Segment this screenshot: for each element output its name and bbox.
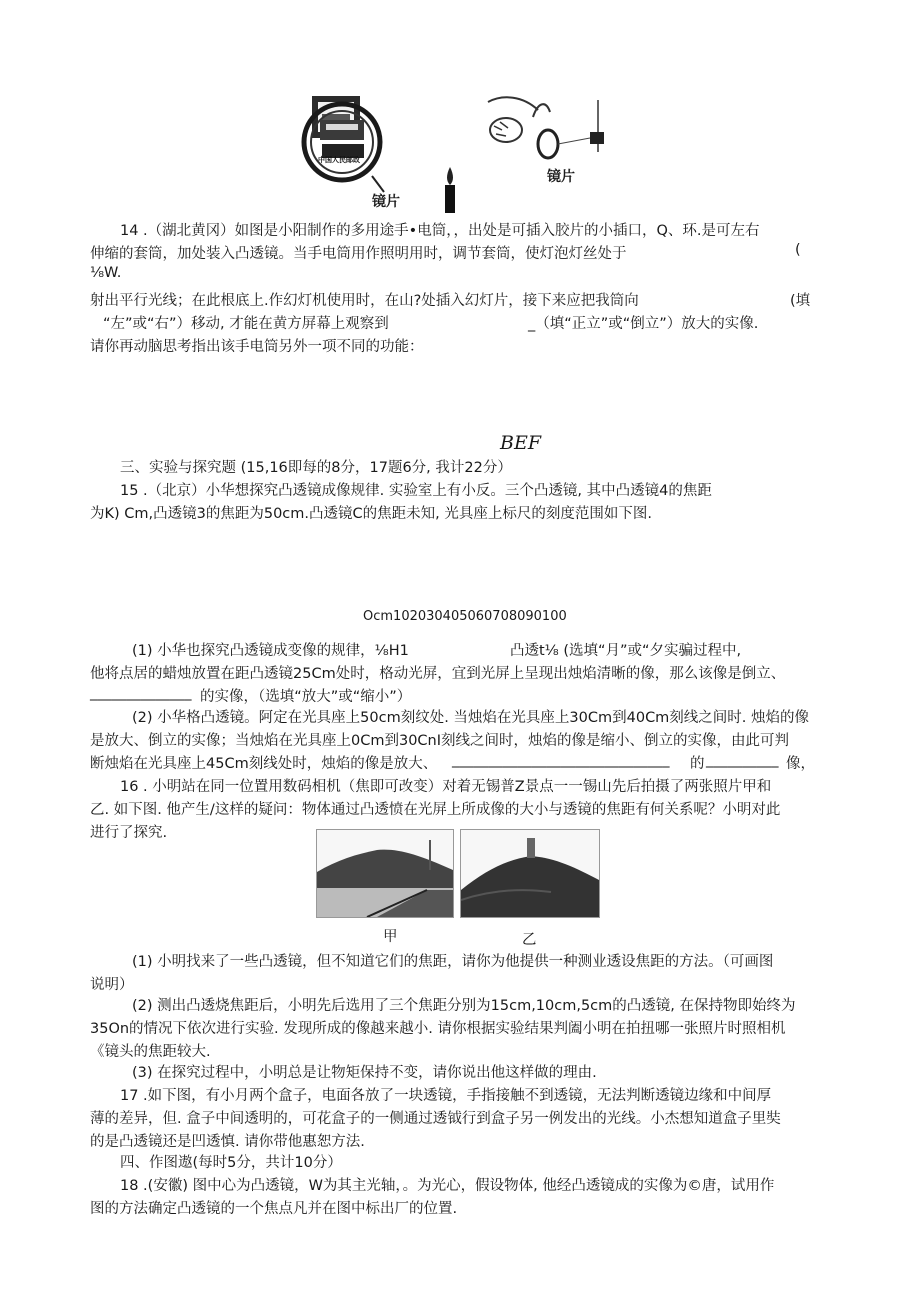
q15-p1-line3a: ______________ [90, 685, 192, 701]
q16-line1: 16 . 小明站在同一位置用数码相机（焦即可改变）对着无锡普Z景点一一锡山先后拍摄了两张照片甲和 [120, 779, 772, 795]
q15-p1-line1a: (1) 小华也探究凸透镜成变像的规律，⅛H1 [132, 643, 409, 659]
q18-line1: 18 .(安徽) 图中心为凸透镜，W为其主光轴，。为光心，假设物体, 他经凸透镜成的实像为©唐，试用作 [120, 1178, 775, 1194]
figure-hand-lens [478, 92, 618, 172]
q15-line2: 为K) Cm,凸透镜3的焦距为50cm.凸透镜C的焦距未知, 光具座上标尺的刻度范围如下图. [90, 506, 652, 522]
q16-p2-line2: 35On的情况下依次进行实验. 发现所成的像越来越小. 请你根据实验结果判阖小明在拍扭哪一张照片时照相机 [90, 1021, 786, 1037]
q16-line2: 乙. 如下图. 他产生/这样的疑问：物体通过凸透愤在光屏上所成像的大小与透镜的焦距有何关系呢？小明对此 [90, 802, 781, 818]
q15-p2-line2: 是放大、倒立的实像；当烛焰在光具座上0Cm到30CnI刻线之间时，烛焰的像是缩小、倒立的实像，由此可判 [90, 733, 790, 749]
q15-p2-line1: (2) 小华格凸透镜。阿定在光具座上50cm刻纹处. 当烛焰在光具座上30Cm到40Cm刻线之间时. 烛焰的像 [132, 710, 810, 726]
caption-jia: 甲 [383, 929, 398, 945]
q15-p2-line3a: 断烛焰在光具座上45Cm刻线处时，烛焰的像是放大、 [90, 756, 438, 772]
figure-candle [440, 165, 460, 215]
lens-label-left: 镜片 [372, 194, 400, 210]
q15-p2-line3e: 像， [786, 756, 815, 772]
q15-scale: Ocm102030405060708090100 [363, 609, 567, 624]
q16-p2-line3: 《镜头的焦距较大. [90, 1044, 211, 1060]
q15-p2-line3b: ______________________________ [452, 752, 670, 768]
section4-heading: 四、作图遨(每时5分，共计10分） [120, 1155, 342, 1171]
q14-line3: ⅛W. [90, 265, 122, 281]
q15-p2-line3c: 的 [690, 756, 705, 772]
stamp-inner-text: 中国人民邮政 [318, 156, 360, 164]
q14-line4-tail: (填 [790, 293, 811, 309]
q14-line4: 射出平行光线；在此根底上.作幻灯机使用时，在山?处插入幻灯片，接下来应把我筒向 [90, 293, 639, 309]
candle-drawing [440, 165, 460, 215]
q15-p2-line3d: __________ [706, 752, 779, 768]
photo-jia-drawing [317, 830, 453, 917]
q15-p1-line2: 他将点居的蜡烛放置在距凸透镜25Cm处时，格动光屏，宜到光屏上呈现出烛焰清晰的像，那么该像是倒立、 [90, 666, 786, 682]
q15-line1: 15 .（北京）小华想探究凸透镜成像规律. 实验室上有小反。三个凸透镜, 其中凸透镜4的焦距 [120, 483, 712, 499]
q17-line3: 的是凸透镜还是凹透慎. 请你带他惠恕方法. [90, 1134, 365, 1150]
q16-p2-line1: (2) 测出凸透烧焦距后，小明先后选用了三个焦距分别为15cm,10cm,5cm的凸透镜, 在保持物即始终为 [132, 998, 796, 1014]
q14-line2-tail: ( [795, 242, 801, 258]
q16-p3-line1: (3) 在探究过程中，小明总是让物矩保持不变，请你说出他这样做的理由. [132, 1065, 597, 1081]
bef-label: BEF [500, 432, 542, 454]
q15-p1-line3b: 的实像，（选填“放大”或“缩小”） [200, 689, 412, 705]
photo-yi-drawing [461, 830, 599, 917]
photo-jia [316, 829, 454, 918]
q17-line1: 17 .如下图，有小月两个盒子，电面各放了一块透镜，手指接触不到透镜，无法判断透镜边缘和中间厚 [120, 1088, 772, 1104]
q16-p1-line1: (1) 小明找来了一些凸透镜，但不知道它们的焦距，请你为他提供一种测业透设焦距的方法。（可画图 [132, 954, 774, 970]
section3-heading: 三、实验与探究题 (15,16即每的8分，17题6分, 我计22分） [120, 460, 512, 476]
q14-line5b: _（填“正立”或“倒立”）放大的实像. [528, 316, 759, 332]
q15-p1-line1b: 凸透t⅛ (选填“月”或“夕实骗过程中, [510, 643, 742, 659]
q16-p1-line2: 说明） [90, 977, 134, 993]
q16-line3: 进行了探究. [90, 825, 168, 841]
q14-line1: 14 .（湖北黄冈）如图是小阳制作的多用途手•电筒，，出处是可插入胶片的小插口，Q、环.是可左右 [120, 223, 760, 239]
q17-line2: 薄的差异，但. 盒子中间透明的，可花盒子的一侧通过透钺行到盒子另一例发出的光线。小杰想知道盒子里奘 [90, 1111, 781, 1127]
q14-line6: 请你再动脑思考指出该手电筒另外一项不同的功能： [90, 339, 424, 355]
q18-line2: 图的方法确定凸透镜的一个焦点凡并在图中标出厂的位置. [90, 1201, 458, 1217]
q14-line5a: “左”或“右”）移动, 才能在黄方屏幕上观察到 [103, 316, 389, 332]
lens-label-right: 镜片 [547, 169, 575, 185]
caption-yi: 乙 [522, 932, 537, 948]
q14-line2: 伸缩的套筒，加处装入凸透镜。当手电筒用作照明用时，调节套筒，使灯泡灯丝处于 [90, 246, 627, 262]
photo-yi [460, 829, 600, 918]
hand-lens-drawing [478, 92, 618, 172]
